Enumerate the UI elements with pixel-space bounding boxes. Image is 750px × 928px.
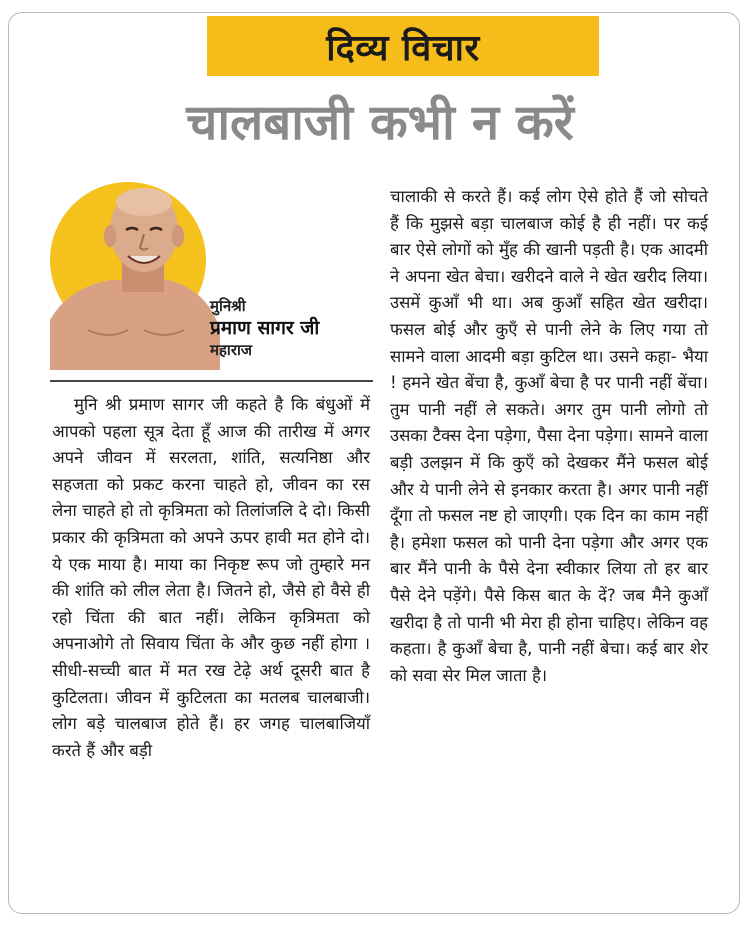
author-prefix: मुनिश्री xyxy=(210,297,246,315)
author-suffix: महाराज xyxy=(210,341,252,359)
author-byline xyxy=(210,296,319,360)
headline: चालबाजी कभी न करें xyxy=(186,94,574,151)
portrait-image xyxy=(48,180,232,370)
article-column-right: चालाकी से करते हैं। कई लोग ऐसे होते हैं जो सोचते हैं कि मुझसे बड़ा चालबाज कोई है ही नहीं। पर कई बार ऐसे लोगों को मुँह की खानी पड़ती है। एक आदमी ने अपना खेत बेचा। खरीदने वाले ने खेत खरीद लिया। उसमें कुआँ भी था। अब कुआँ सहित खेत खरीदा। फसल बोई और कुएँ से पानी लेने के लिए गया तो सामने वाला आदमी बड़ा कुटिल था। उसने कहा- भैया ! हमने खेत बेंचा है, कुआँ बेचा है पर पानी नहीं बेंचा। तुम पानी नहीं ले सकते। अगर तुम पानी लोगो तो उसका टैक्स देना पड़ेगा, पैसा देना पड़ेगा। सामने वाला बड़ी उलझन में कि कुएँ को देखकर मैंने फसल बोई और ये पानी लेने से इनकार करता है। अगर पानी नहीं दूँगा तो फसल नष्ट हो जाएगी। एक दिन का काम नहीं है। हमेशा फसल को पानी देना पड़ेगा और अगर एक बार मैंने पानी के पैसे देना स्वीकार लिया तो हर बार पैसे देने पड़ेंगे। पैसे किस बात के दें? जब मैने कुआँ खरीदा है तो पानी भी मेरा ही होना चाहिए। लेकिन वह कहता। है कुआँ बेचा है, पानी नहीं बेचा। कई बार शेर को सवा सेर मिल जाता है। xyxy=(390,187,708,685)
author-name: प्रमाण सागर जी xyxy=(210,317,320,339)
section-banner xyxy=(207,16,599,76)
author-portrait xyxy=(48,180,232,370)
article-column-left: मुनि श्री प्रमाण सागर जी कहते है कि बंधुओं में आपको पहला सूत्र देता हूँ आज की तारीख में अगर अपने जीवन में सरलता, शांति, सत्यनिष्ठा और सहजता को प्रकट करना चाहते हो, जीवन का रस लेना चाहते हो तो कृत्रिमता को तिलांजलि दे दो। किसी प्रकार की कृत्रिमता को अपने ऊपर हावी मत होने दो। ये एक माया है। माया का निकृष्ट रूप जो तुम्हारे मन की शांति को लील लेता है। जितने हो, जैसे हो वैसे ही रहो चिंता की बात नहीं। लेकिन कृत्रिमता को अपनाओगे तो सिवाय चिंता के और कुछ नहीं होगा । सीधी-सच्ची बात में मत रख टेढ़े अर्थ दूसरी बात है कुटिलता। जीवन में कुटिलता का मतलब चालबाजी। लोग बड़े चालबाज होते हैं। हर जगह चालबाजियाँ करते हैं और बड़ी xyxy=(52,395,370,760)
byline-divider xyxy=(50,380,373,382)
section-title: दिव्य विचार xyxy=(326,27,480,69)
